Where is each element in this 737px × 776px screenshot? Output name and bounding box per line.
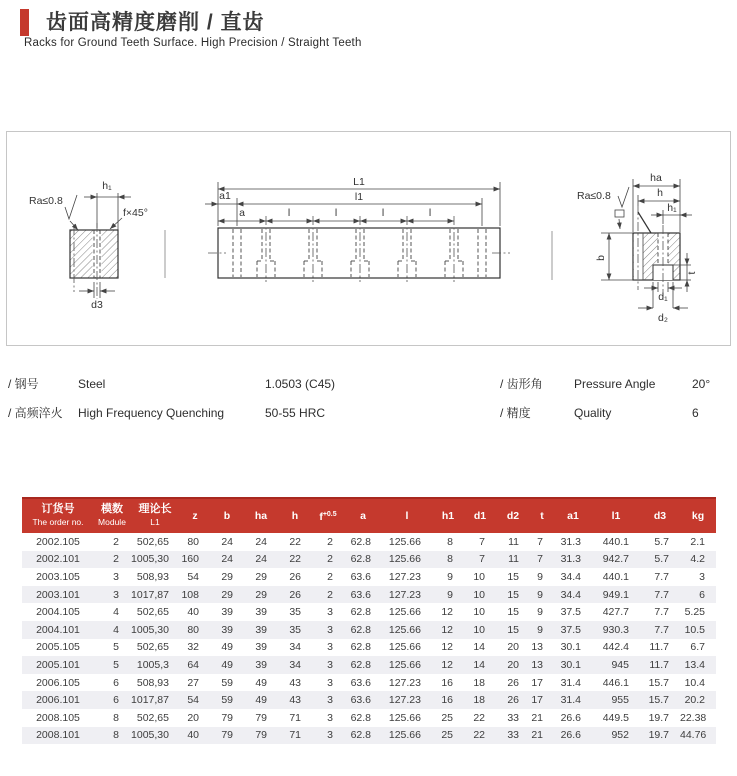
table-cell: 21 bbox=[531, 729, 543, 742]
table-cell: 44.76 bbox=[680, 729, 707, 742]
table-cell: 63.6 bbox=[350, 676, 371, 689]
ground-surface-icon bbox=[615, 210, 624, 217]
table-cell: 71 bbox=[289, 711, 301, 724]
table-cell: 11 bbox=[508, 535, 519, 548]
table-cell: 20.2 bbox=[684, 694, 705, 707]
table-cell: 127.23 bbox=[388, 588, 421, 601]
table-cell: 12 bbox=[441, 606, 453, 619]
table-cell: 29 bbox=[221, 570, 233, 583]
col-length-L1: 理论长 L1 bbox=[130, 498, 180, 533]
dim-label-l: l bbox=[381, 207, 385, 219]
table-cell: 79 bbox=[255, 729, 267, 742]
col-a: a bbox=[344, 498, 382, 533]
table-cell: 39 bbox=[221, 623, 233, 636]
table-cell: 125.66 bbox=[388, 658, 421, 671]
spec-label-quality-en: Quality bbox=[574, 406, 612, 420]
col-d1: d1 bbox=[464, 498, 496, 533]
dim-label-d1: d₁ bbox=[658, 291, 668, 303]
col-module: 模数 Module bbox=[94, 498, 130, 533]
table-cell: 20 bbox=[187, 711, 199, 724]
table-cell: 8 bbox=[447, 553, 453, 566]
table-cell: 34.4 bbox=[560, 588, 581, 601]
table-cell: 5.7 bbox=[654, 535, 669, 548]
dim-label-a1: a1 bbox=[219, 190, 231, 202]
table-cell: 30.1 bbox=[560, 641, 581, 654]
table-cell: 502,65 bbox=[136, 711, 169, 724]
table-cell: 2 bbox=[327, 588, 333, 601]
table-cell: 39 bbox=[255, 658, 267, 671]
table-cell: 3 bbox=[327, 606, 333, 619]
table-cell: 80 bbox=[187, 623, 199, 636]
table-cell: 5 bbox=[113, 658, 119, 671]
table-cell: 3 bbox=[327, 658, 333, 671]
table-cell: 40 bbox=[187, 606, 199, 619]
table-cell: 62.8 bbox=[350, 641, 371, 654]
table-cell: 49 bbox=[255, 694, 267, 707]
table-cell: 127.23 bbox=[388, 570, 421, 583]
table-row bbox=[22, 603, 716, 621]
table-cell: 22.38 bbox=[680, 711, 707, 724]
table-body bbox=[22, 533, 716, 744]
table-cell: 14 bbox=[473, 658, 485, 671]
table-cell: 9 bbox=[537, 623, 543, 636]
table-cell: 7 bbox=[479, 553, 485, 566]
table-cell: 125.66 bbox=[388, 711, 421, 724]
table-row bbox=[22, 568, 716, 586]
table-cell: 440.1 bbox=[602, 570, 629, 583]
table-cell: 5.7 bbox=[654, 553, 669, 566]
technical-drawing-panel bbox=[6, 131, 731, 346]
table-cell: 29 bbox=[255, 588, 267, 601]
table-cell: 2006.101 bbox=[36, 694, 80, 707]
table-cell: 125.66 bbox=[388, 623, 421, 636]
dim-label-ra: Ra≤0.8 bbox=[577, 190, 611, 202]
table-cell: 442.4 bbox=[602, 641, 629, 654]
table-cell: 2 bbox=[327, 553, 333, 566]
red-accent-bar bbox=[20, 9, 29, 36]
table-cell: 19.7 bbox=[648, 711, 669, 724]
table-cell: 4.2 bbox=[690, 553, 705, 566]
col-a1: a1 bbox=[554, 498, 592, 533]
table-cell: 125.66 bbox=[388, 606, 421, 619]
table-cell: 2004.105 bbox=[36, 606, 80, 619]
table-cell: 2 bbox=[113, 553, 119, 566]
table-cell: 24 bbox=[221, 553, 233, 566]
table-cell: 13.4 bbox=[684, 658, 705, 671]
table-cell: 5.25 bbox=[684, 606, 705, 619]
table-cell: 1017,87 bbox=[131, 588, 169, 601]
col-b: b bbox=[210, 498, 244, 533]
rack-spec-table bbox=[22, 497, 716, 744]
table-cell: 9 bbox=[447, 570, 453, 583]
table-cell: 2 bbox=[327, 535, 333, 548]
rack-drawing bbox=[7, 132, 729, 343]
table-cell: 8 bbox=[447, 535, 453, 548]
table-cell: 17 bbox=[531, 694, 543, 707]
table-cell: 30.1 bbox=[560, 658, 581, 671]
spec-value-pressure-angle: 20° bbox=[692, 377, 711, 391]
col-h1: h1 bbox=[432, 498, 464, 533]
table-cell: 1005,30 bbox=[131, 729, 169, 742]
table-cell: 13 bbox=[531, 658, 543, 671]
dim-label-l: l bbox=[287, 207, 291, 219]
table-cell: 34 bbox=[289, 641, 301, 654]
table-cell: 508,93 bbox=[136, 570, 169, 583]
spec-label-steel-zh: / 钢号 bbox=[8, 377, 39, 391]
table-cell: 31.3 bbox=[560, 553, 581, 566]
table-cell: 502,65 bbox=[136, 535, 169, 548]
dim-label-l1: l1 bbox=[354, 191, 364, 203]
table-cell: 59 bbox=[221, 676, 233, 689]
dim-label-l: l bbox=[428, 207, 432, 219]
table-cell: 26 bbox=[289, 588, 301, 601]
table-cell: 16 bbox=[441, 676, 453, 689]
table-cell: 11 bbox=[508, 553, 519, 566]
table-cell: 2002.101 bbox=[36, 553, 80, 566]
table-cell: 10.4 bbox=[684, 676, 705, 689]
spec-label-quenching-en: High Frequency Quenching bbox=[78, 406, 225, 420]
table-cell: 31.4 bbox=[560, 676, 581, 689]
table-cell: 54 bbox=[187, 694, 199, 707]
table-cell: 8 bbox=[113, 711, 119, 724]
table-cell: 942.7 bbox=[602, 553, 629, 566]
surface-roughness-icon bbox=[618, 187, 629, 207]
table-cell: 945 bbox=[611, 658, 629, 671]
table-cell: 2003.105 bbox=[36, 570, 80, 583]
table-cell: 31.3 bbox=[560, 535, 581, 548]
table-cell: 21 bbox=[531, 711, 543, 724]
table-cell: 13 bbox=[531, 641, 543, 654]
table-cell: 15 bbox=[507, 623, 519, 636]
table-cell: 22 bbox=[289, 535, 301, 548]
table-cell: 11.7 bbox=[649, 658, 669, 671]
dim-label-l: l bbox=[334, 207, 338, 219]
table-cell: 80 bbox=[187, 535, 199, 548]
dim-label-f45: f×45° bbox=[123, 207, 148, 219]
table-cell: 125.66 bbox=[388, 641, 421, 654]
table-cell: 39 bbox=[221, 606, 233, 619]
col-d3: d3 bbox=[640, 498, 680, 533]
table-cell: 37.5 bbox=[560, 623, 581, 636]
dim-label-h: h bbox=[657, 187, 663, 199]
dim-label-d3: d3 bbox=[91, 299, 103, 311]
table-cell: 6.7 bbox=[690, 641, 705, 654]
table-cell: 440.1 bbox=[602, 535, 629, 548]
table-cell: 502,65 bbox=[136, 606, 169, 619]
spec-label-quenching-zh: / 高频淬火 bbox=[8, 406, 63, 420]
surface-roughness-icon bbox=[65, 195, 77, 219]
table-cell: 27 bbox=[187, 676, 199, 689]
table-cell: 15.7 bbox=[648, 676, 669, 689]
table-cell: 22 bbox=[473, 729, 485, 742]
table-cell: 26 bbox=[289, 570, 301, 583]
table-cell: 10 bbox=[473, 623, 485, 636]
table-cell: 127.23 bbox=[388, 694, 421, 707]
table-cell: 64 bbox=[187, 658, 199, 671]
spec-value-quenching: 50-55 HRC bbox=[265, 406, 326, 420]
table-cell: 37.5 bbox=[560, 606, 581, 619]
table-cell: 2 bbox=[327, 570, 333, 583]
table-cell: 2005.105 bbox=[36, 641, 80, 654]
table-cell: 26 bbox=[507, 694, 519, 707]
table-row bbox=[22, 691, 716, 709]
table-cell: 62.8 bbox=[350, 535, 371, 548]
table-cell: 9 bbox=[537, 570, 543, 583]
table-cell: 24 bbox=[255, 553, 267, 566]
table-row bbox=[22, 551, 716, 569]
table-cell: 33 bbox=[507, 729, 519, 742]
table-cell: 2.1 bbox=[690, 535, 705, 548]
table-cell: 1017,87 bbox=[131, 694, 169, 707]
table-cell: 20 bbox=[507, 658, 519, 671]
table-cell: 18 bbox=[473, 694, 485, 707]
table-cell: 7 bbox=[479, 535, 485, 548]
table-row bbox=[22, 727, 716, 745]
page-title: 齿面高精度磨削 / 直齿 bbox=[46, 11, 265, 34]
table-cell: 15 bbox=[507, 606, 519, 619]
table-cell: 14 bbox=[473, 641, 485, 654]
table-cell: 449.5 bbox=[602, 711, 629, 724]
table-cell: 125.66 bbox=[388, 553, 421, 566]
table-cell: 1005,30 bbox=[131, 623, 169, 636]
table-cell: 2002.105 bbox=[36, 535, 80, 548]
table-cell: 3 bbox=[699, 570, 705, 583]
spec-label-steel-en: Steel bbox=[78, 377, 106, 391]
table-cell: 8 bbox=[113, 729, 119, 742]
table-cell: 12 bbox=[441, 658, 453, 671]
table-cell: 35 bbox=[289, 606, 301, 619]
table-cell: 15 bbox=[507, 570, 519, 583]
table-cell: 62.8 bbox=[350, 606, 371, 619]
table-cell: 63.6 bbox=[350, 694, 371, 707]
table-cell: 125.66 bbox=[388, 535, 421, 548]
table-cell: 4 bbox=[113, 606, 119, 619]
col-ha: ha bbox=[244, 498, 278, 533]
table-cell: 9 bbox=[447, 588, 453, 601]
table-cell: 12 bbox=[441, 641, 453, 654]
table-cell: 1005,3 bbox=[136, 658, 169, 671]
col-h: h bbox=[278, 498, 312, 533]
table-row bbox=[22, 674, 716, 692]
table-cell: 7 bbox=[537, 553, 543, 566]
table-cell: 6 bbox=[113, 694, 119, 707]
table-cell: 49 bbox=[255, 676, 267, 689]
table-cell: 2003.101 bbox=[36, 588, 80, 601]
table-cell: 2006.105 bbox=[36, 676, 80, 689]
table-cell: 3 bbox=[327, 623, 333, 636]
table-cell: 62.8 bbox=[350, 658, 371, 671]
table-cell: 39 bbox=[255, 623, 267, 636]
table-cell: 9 bbox=[537, 588, 543, 601]
table-cell: 2 bbox=[113, 535, 119, 548]
table-cell: 125.66 bbox=[388, 729, 421, 742]
table-cell: 10 bbox=[473, 588, 485, 601]
spec-value-quality: 6 bbox=[692, 406, 699, 420]
table-cell: 2008.105 bbox=[36, 711, 80, 724]
table-cell: 952 bbox=[611, 729, 629, 742]
spec-value-steel: 1.0503 (C45) bbox=[265, 377, 336, 391]
table-cell: 930.3 bbox=[602, 623, 629, 636]
table-row bbox=[22, 639, 716, 657]
table-cell: 10 bbox=[473, 570, 485, 583]
material-specs bbox=[8, 375, 730, 421]
table-cell: 502,65 bbox=[136, 641, 169, 654]
table-cell: 3 bbox=[327, 711, 333, 724]
table-cell: 5 bbox=[113, 641, 119, 654]
table-cell: 108 bbox=[181, 588, 199, 601]
table-cell: 10 bbox=[473, 606, 485, 619]
table-cell: 29 bbox=[221, 588, 233, 601]
table-row bbox=[22, 621, 716, 639]
table-cell: 3 bbox=[327, 729, 333, 742]
table-cell: 7.7 bbox=[654, 606, 669, 619]
table-cell: 7 bbox=[537, 535, 543, 548]
table-cell: 26.6 bbox=[560, 729, 581, 742]
table-cell: 40 bbox=[187, 729, 199, 742]
col-f: $f^{+0.5}$ bbox=[312, 498, 344, 533]
spec-label-pressure-angle-en: Pressure Angle bbox=[574, 377, 656, 391]
table-cell: 31.4 bbox=[560, 694, 581, 707]
table-cell: 34.4 bbox=[560, 570, 581, 583]
table-cell: 15.7 bbox=[648, 694, 669, 707]
table-cell: 43 bbox=[289, 676, 301, 689]
table-cell: 19.7 bbox=[648, 729, 669, 742]
table-cell: 33 bbox=[507, 711, 519, 724]
table-cell: 427.7 bbox=[602, 606, 629, 619]
dim-label-ha: ha bbox=[650, 172, 662, 184]
table-cell: 62.8 bbox=[350, 623, 371, 636]
table-cell: 949.1 bbox=[602, 588, 629, 601]
table-cell: 79 bbox=[221, 711, 233, 724]
table-cell: 24 bbox=[255, 535, 267, 548]
table-cell: 34 bbox=[289, 658, 301, 671]
table-cell: 508,93 bbox=[136, 676, 169, 689]
table-cell: 35 bbox=[289, 623, 301, 636]
table-cell: 79 bbox=[221, 729, 233, 742]
table-cell: 71 bbox=[289, 729, 301, 742]
table-cell: 9 bbox=[537, 606, 543, 619]
table-cell: 3 bbox=[113, 588, 119, 601]
table-cell: 3 bbox=[113, 570, 119, 583]
table-cell: 955 bbox=[611, 694, 629, 707]
table-header bbox=[22, 498, 716, 533]
col-d2: d2 bbox=[496, 498, 530, 533]
table-cell: 2008.101 bbox=[36, 729, 80, 742]
dim-label-t: t bbox=[686, 271, 698, 275]
table-cell: 17 bbox=[531, 676, 543, 689]
table-cell: 18 bbox=[473, 676, 485, 689]
spec-label-quality-zh: / 精度 bbox=[500, 406, 531, 420]
col-t: t bbox=[530, 498, 554, 533]
table-cell: 22 bbox=[289, 553, 301, 566]
table-cell: 20 bbox=[507, 641, 519, 654]
table-cell: 79 bbox=[255, 711, 267, 724]
top-view bbox=[205, 176, 510, 282]
dim-label-b: b bbox=[595, 255, 607, 261]
table-cell: 12 bbox=[441, 623, 453, 636]
table-cell: 26.6 bbox=[560, 711, 581, 724]
dim-label-d2: d₂ bbox=[658, 312, 668, 324]
table-cell: 3 bbox=[327, 676, 333, 689]
table-cell: 16 bbox=[441, 694, 453, 707]
table-cell: 49 bbox=[221, 658, 233, 671]
table-row bbox=[22, 656, 716, 674]
col-l: l bbox=[382, 498, 432, 533]
table-cell: 62.8 bbox=[350, 711, 371, 724]
table-cell: 59 bbox=[221, 694, 233, 707]
table-cell: 3 bbox=[327, 694, 333, 707]
table-cell: 43 bbox=[289, 694, 301, 707]
table-cell: 25 bbox=[441, 729, 453, 742]
table-cell: 4 bbox=[113, 623, 119, 636]
table-cell: 22 bbox=[473, 711, 485, 724]
table-cell: 2005.101 bbox=[36, 658, 80, 671]
col-order-no: 订货号 The order no. bbox=[22, 498, 94, 533]
table-cell: 63.6 bbox=[350, 570, 371, 583]
table-row bbox=[22, 709, 716, 727]
table-cell: 62.8 bbox=[350, 553, 371, 566]
table-cell: 54 bbox=[187, 570, 199, 583]
col-z: z bbox=[180, 498, 210, 533]
dim-label-h1: h₁ bbox=[667, 202, 677, 214]
left-section-view bbox=[29, 180, 148, 311]
table-cell: 63.6 bbox=[350, 588, 371, 601]
table-cell: 29 bbox=[255, 570, 267, 583]
table-cell: 39 bbox=[255, 606, 267, 619]
dim-label-a: a bbox=[239, 207, 245, 219]
col-l1: l1 bbox=[592, 498, 640, 533]
table-row bbox=[22, 533, 716, 551]
table-cell: 7.7 bbox=[654, 570, 669, 583]
table-cell: 62.8 bbox=[350, 729, 371, 742]
side-section-view bbox=[577, 172, 698, 324]
table-cell: 11.7 bbox=[649, 641, 669, 654]
table-cell: 25 bbox=[441, 711, 453, 724]
table-cell: 160 bbox=[181, 553, 199, 566]
table-cell: 15 bbox=[507, 588, 519, 601]
table-cell: 127.23 bbox=[388, 676, 421, 689]
table-cell: 6 bbox=[113, 676, 119, 689]
table-cell: 49 bbox=[221, 641, 233, 654]
table-row bbox=[22, 586, 716, 604]
table-cell: 2004.101 bbox=[36, 623, 80, 636]
table-cell: 7.7 bbox=[654, 588, 669, 601]
table-cell: 10.5 bbox=[684, 623, 705, 636]
dim-label-L1: L1 bbox=[353, 176, 365, 188]
table-cell: 39 bbox=[255, 641, 267, 654]
dim-label-ra: Ra≤0.8 bbox=[29, 195, 63, 207]
table-cell: 1005,30 bbox=[131, 553, 169, 566]
dim-label-h1: h₁ bbox=[102, 180, 112, 192]
table-cell: 6 bbox=[699, 588, 705, 601]
table-cell: 32 bbox=[187, 641, 199, 654]
table-cell: 24 bbox=[221, 535, 233, 548]
table-cell: 446.1 bbox=[602, 676, 629, 689]
spec-label-pressure-angle-zh: / 齿形角 bbox=[500, 377, 543, 391]
page-subtitle: Racks for Ground Teeth Surface. High Precision / Straight Teeth bbox=[24, 37, 362, 49]
table-cell: 3 bbox=[327, 641, 333, 654]
table-cell: 7.7 bbox=[654, 623, 669, 636]
col-kg: kg bbox=[680, 498, 716, 533]
table-cell: 26 bbox=[507, 676, 519, 689]
